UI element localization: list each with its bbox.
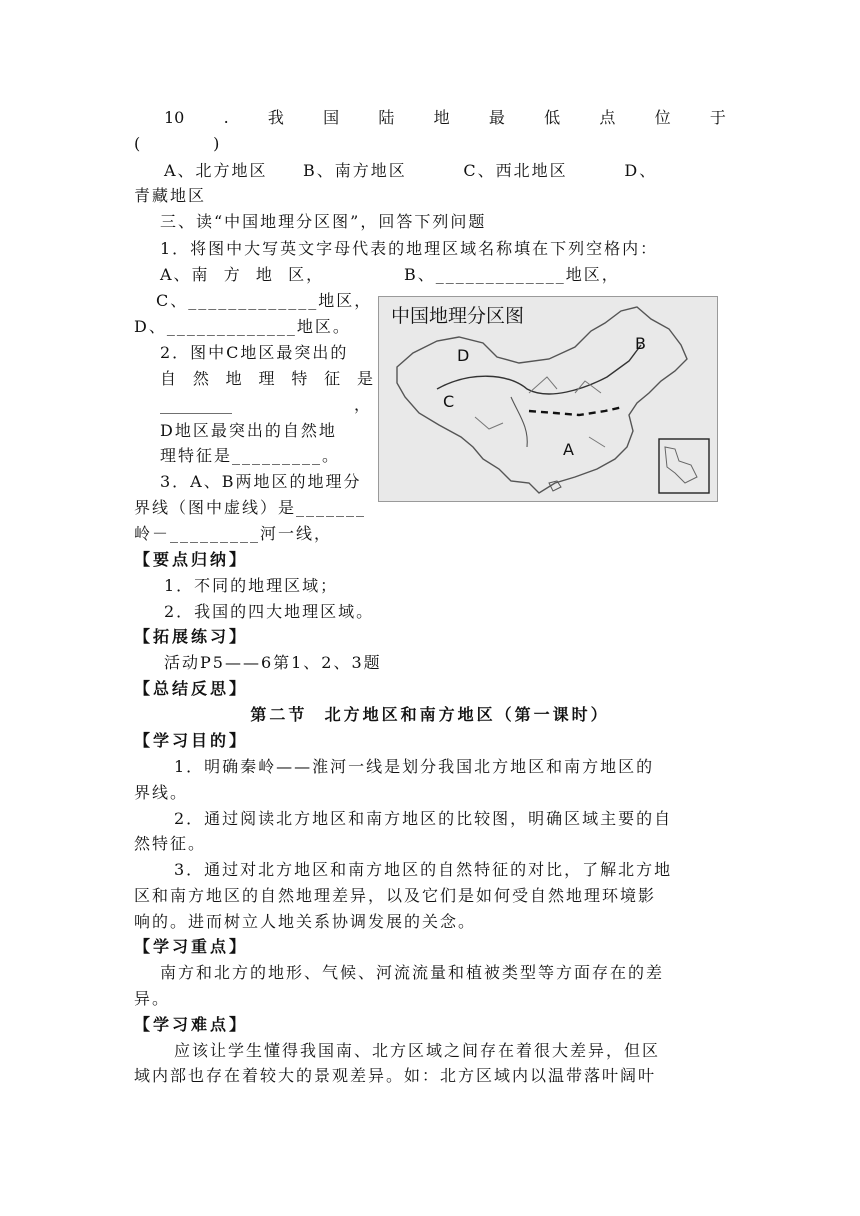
key-point-1: 1．不同的地理区域； xyxy=(164,576,339,595)
q1-answer-b: B、_____________地区， xyxy=(404,265,620,284)
china-region-map xyxy=(378,296,718,502)
q10-options: A、北方地区 B、南方地区 C、西北地区 D、 xyxy=(164,161,658,180)
difficulty-line: 域内部也存在着较大的景观差异。如：北方区域内以温带落叶阔叶 xyxy=(134,1066,657,1085)
objective-line: 1．明确秦岭——淮河一线是划分我国北方地区和南方地区的 xyxy=(174,757,655,776)
q2-char: 征 xyxy=(324,369,341,388)
key-points-heading: 【要点归纳】 xyxy=(134,550,249,569)
map-label-d: D xyxy=(457,346,470,365)
q2-char: 理 xyxy=(258,369,275,388)
q2-char: 然 xyxy=(192,369,209,388)
boundary-west xyxy=(511,397,527,447)
map-label-c: C xyxy=(443,392,455,411)
q10-char: 低 xyxy=(544,108,561,127)
q2-line3 xyxy=(160,393,370,417)
map-title: 中国地理分区图 xyxy=(391,305,525,327)
detail-lines xyxy=(475,377,605,447)
q2-char: 是 xyxy=(356,369,373,388)
q10-char: 国 xyxy=(323,108,340,127)
focus-line: 异。 xyxy=(134,989,171,1008)
map-label-b: B xyxy=(635,334,646,353)
q2-comma: ， xyxy=(353,395,370,414)
difficulty-heading: 【学习难点】 xyxy=(134,1015,249,1034)
map-label-a: A xyxy=(563,440,574,459)
objective-line: 响的。进而树立人地关系协调发展的关念。 xyxy=(134,912,477,931)
q1-prompt: 1．将图中大写英文字母代表的地理区域名称填在下列空格内： xyxy=(160,239,659,258)
objective-line: 然特征。 xyxy=(134,834,207,853)
q10-char: 我 xyxy=(267,108,284,127)
q1-answer-c: C、_____________地区， xyxy=(156,291,373,310)
q1-answer-d: D、_____________地区。 xyxy=(134,317,351,336)
q2-char: 地 xyxy=(225,369,242,388)
q10-number: 10 xyxy=(164,108,185,127)
summary-heading: 【总结反思】 xyxy=(134,679,249,698)
q10-options-cont: 青藏地区 xyxy=(134,186,207,205)
q10-char: 于 xyxy=(709,108,726,127)
q10-char: 最 xyxy=(488,108,505,127)
q1-answer-a: A、南 方 地 区， xyxy=(160,265,325,284)
q10-line xyxy=(164,106,726,130)
focus-line: 南方和北方的地形、气候、河流流量和植被类型等方面存在的差 xyxy=(160,963,665,982)
q10-char: 地 xyxy=(433,108,450,127)
q2-line5: 理特征是_________。 xyxy=(160,446,341,465)
q2-blank: _________ xyxy=(160,395,232,414)
extension-heading: 【拓展练习】 xyxy=(134,627,249,646)
objective-line: 3．通过对北方地区和南方地区的自然特征的对比，了解北方地 xyxy=(174,860,673,879)
q2-char: 特 xyxy=(291,369,308,388)
q10-char: . xyxy=(223,108,229,127)
q10-char: 陆 xyxy=(378,108,395,127)
q10-char: 点 xyxy=(599,108,616,127)
objectives-heading: 【学习目的】 xyxy=(134,731,249,750)
objective-line: 界线。 xyxy=(134,783,189,802)
objective-line: 2．通过阅读北方地区和南方地区的比较图，明确区域主要的自 xyxy=(174,809,673,828)
q10-answer-paren: ( ) xyxy=(134,134,222,153)
lesson-title: 第二节 北方地区和南方地区（第一课时） xyxy=(250,705,610,724)
q2-line2 xyxy=(160,367,373,391)
focus-heading: 【学习重点】 xyxy=(134,937,249,956)
section3-heading: 三、读“中国地理分区图”，回答下列问题 xyxy=(160,212,487,231)
dashed-qinling-huaihe xyxy=(529,407,623,415)
key-point-2: 2．我国的四大地理区域。 xyxy=(164,602,375,621)
q2-char: 自 xyxy=(160,369,177,388)
q2-line1: 2．图中C地区最突出的 xyxy=(160,343,349,362)
q3-line1: 3．A、B两地区的地理分 xyxy=(160,472,362,491)
objective-line: 区和南方地区的自然地理差异，以及它们是如何受自然地理环境影 xyxy=(134,886,657,905)
q2-line4: D地区最突出的自然地 xyxy=(160,421,337,440)
q3-line3: 岭－_________河一线， xyxy=(134,524,333,543)
q10-char: 位 xyxy=(654,108,671,127)
extension-text: 活动P5——6第1、2、3题 xyxy=(164,653,382,672)
q3-line2: 界线（图中虚线）是_______ xyxy=(134,498,367,517)
difficulty-line: 应该让学生懂得我国南、北方区域之间存在着很大差异，但区 xyxy=(174,1041,661,1060)
